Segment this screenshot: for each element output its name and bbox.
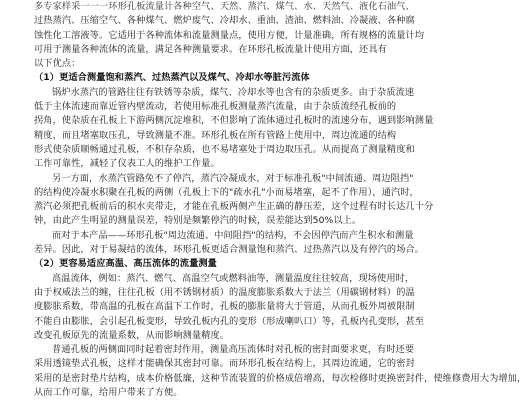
text-line: 采用透镜垫式孔板，这样才能确保其密封可靠。而环形孔板在结构上，其周边流通，它的密封 (34, 358, 415, 370)
text-line: 采用的是密封垫片结构，成本价格低廉，这种节流装置的价格成倍增高，每次检修时更换密封件，使维修费用大为增加， (34, 372, 526, 384)
paragraph-start-line: 普通孔板的两侧面同时起着密封作用，测量高压流体时对孔板的密封面要求更，有时还要 (52, 344, 415, 356)
paragraph-start-line: 而对于本产品——环形孔板"周边流通、中间阻挡"的结构，不会因停汽而产生积水和测量 (52, 229, 414, 241)
text-line: 低于主体流速而靠近管内壁流动，若使用标准孔板测量蒸汽流量，由于杂质流经孔板前的 (34, 101, 397, 113)
text-line: 可用于测量各种流体的流量，满足各种测量要求。在环形孔板流量计使用方面，还具有 (34, 43, 387, 55)
text-line: 以下优点： (34, 58, 81, 70)
text-line: 蒸汽必须把孔板前后的积水夹带走，才能在孔板两侧产生正确的静压差，这个过程有时长达几十分 (34, 201, 434, 213)
text-line: 拐角，使杂质在孔板上下游两侧沉淀堆积，不但影响了流体通过孔板时的流速分布，遇到影响测量 (34, 115, 434, 127)
text-line: 过热蒸汽、压缩空气、各种煤气、燃炉废气、冷却水、重油、渣油、燃料油、冷凝液、各种腐 (34, 15, 415, 27)
text-line: 的结构使冷凝水积聚在孔板的两侧（孔板上下的"疏水孔"小而易堵塞，起不了作用），通汽时， (34, 186, 419, 198)
paragraph-start-line: 另一方面，水蒸汽管路免不了停汽，蒸汽冷凝成水，对于标准孔板"中间流通、周边阻挡" (52, 172, 414, 184)
text-line: 不能自由膨胀，会引起孔板变形，导致孔板内孔的变形（形成喇叭口）等，孔板内孔变形，甚至 (34, 315, 425, 327)
text-line: 由于权威法兰的缠，往往孔板（用不锈钢材质）的温度膨胀系数大于法兰（用碳钢材料）的温 (34, 286, 415, 298)
section-heading: （1）更适合测量饱和蒸汽、过热蒸汽以及煤气、冷却水等脏污流体 (34, 72, 310, 84)
text-line: 精度，而且堵塞取压孔，导致测量不准。环形孔板在所有管路上使用中，周边流通的结构 (34, 129, 397, 141)
text-line: 多专家样采一一一环形孔板流量计各种空气、天然、蒸汽、煤气、水、天然气、液化石油气、 (34, 1, 415, 12)
text-line: 工作可靠性，减轻了仪表工人的维护工作量。 (34, 158, 220, 170)
section-heading: （2）更容易适应高温、高压流体的流量测量 (34, 258, 217, 270)
text-line: 差异。因此，对于易凝结的流体，环形孔板更适合测量饱和蒸汽、过热蒸汽以及有停汽的场合。 (34, 244, 425, 256)
text-line: 度膨胀系数，带高温的孔板在高温下工作时，孔板的膨胀量将大于管道，从而孔板外周被限制 (34, 301, 415, 313)
text-line: 从而工作可靠，给用户带来了方便。 (34, 387, 183, 399)
text-line: 改变孔板原先的流量系数，从而影响测量精度。 (34, 329, 230, 341)
text-line: 形式使杂质顺畅通过孔板，不积存杂质，也不易堵塞处于周边取压孔。从而提高了测量精度和 (34, 143, 415, 155)
text-line: 钟，由此产生明显的测量误差，特别是频繁停汽的时候，误差能达到50%以上。 (34, 215, 362, 227)
text-line: 蚀性化工溶液等。它适用于各种流体和流量测量点，使用方便，计量准确，所有规格的流量计均 (34, 29, 425, 41)
paragraph-start-line: 高温流体，例如：蒸汽、燃气、高温空气或燃料油等，测量温度往往较高，现场使用时， (52, 272, 415, 284)
paragraph-start-line: 锅炉水蒸汽的管路往往有铁锈等杂质，煤气、冷却水等也含有的杂质更多。由于杂质流速 (52, 86, 415, 98)
